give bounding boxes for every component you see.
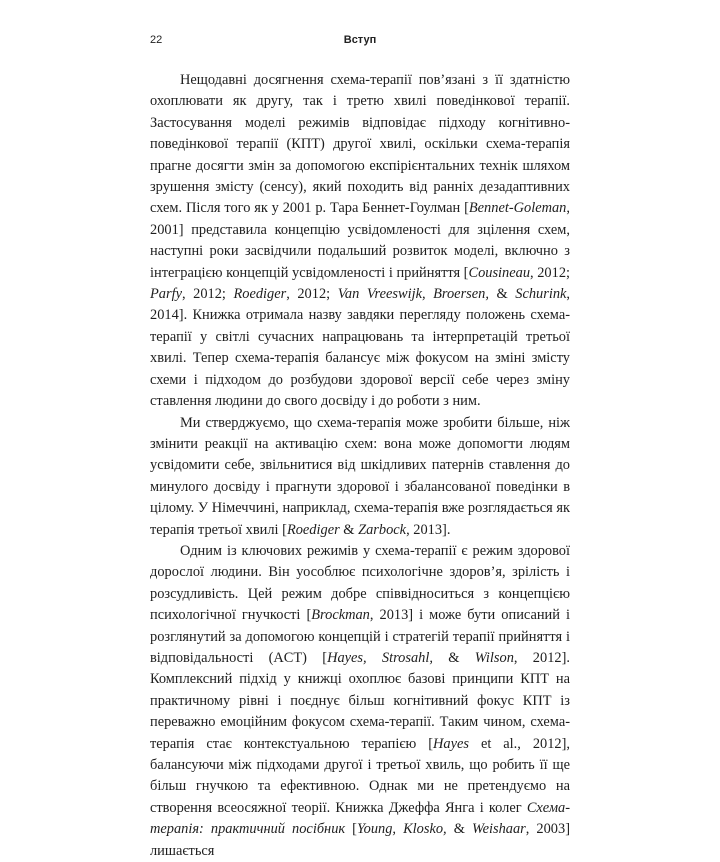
text-run: , 2003] лишається bbox=[150, 821, 570, 859]
citation-text: Brockman bbox=[311, 607, 370, 624]
paragraph-3 bbox=[150, 541, 570, 862]
running-title: Вступ bbox=[343, 34, 377, 46]
citation-text: Bennet-Goleman bbox=[468, 200, 567, 217]
citation-text: Wilson bbox=[474, 649, 514, 666]
text-run: & bbox=[453, 821, 472, 838]
citation-text: Roediger bbox=[233, 286, 287, 303]
page-number: 22 bbox=[150, 34, 163, 46]
citation-text: Weishaar bbox=[471, 821, 526, 838]
running-header bbox=[150, 34, 570, 50]
citation-text: Parfy bbox=[150, 286, 182, 303]
text-run: & bbox=[343, 521, 359, 538]
text-run: & bbox=[448, 649, 475, 666]
paragraph-2 bbox=[150, 413, 570, 541]
text-run: , 2001] представила концепцію усвідомленості для зцілення схем, наступні роки засвідчили подальший розвиток моделі, включно з інтеграцією концепцій усвідомленості і прийняття [ bbox=[150, 200, 570, 281]
citation-text: Схема-терапія: практичний посібник bbox=[150, 799, 570, 838]
text-run: , 2012; bbox=[286, 286, 338, 303]
citation-text: Zarbock bbox=[358, 521, 407, 538]
text-run: Ми стверджуємо, що схема-терапія може зробити більше, ніж змінити реакції на активацію схем: вона може допомогти людям усвідомити себе, звільнитися від шкідливих патернів ставлення до минулого досвіду і прагнути здорової і збалансованої поведінки в цілому. У Німеччині, наприклад, схема-терапія вже розглядається як терапія третьої хвилі [ bbox=[150, 414, 570, 538]
citation-text: Young, Klosko, bbox=[356, 821, 454, 838]
citation-text: Cousineau bbox=[468, 264, 531, 281]
text-run: [ bbox=[345, 821, 357, 838]
text-run: et al., 2012], балансуючи між підходами другої і третьої хвиль, що робить її ще більш гнучкою та ефективною. Однак ми не претендуємо на створення всеосяжної теорії. Книжка Джеффа Янга і колег bbox=[150, 735, 570, 816]
text-run: Нещодавні досягнення схема-терапії пов’язані з її здатністю охоплювати як другу, так і третю хвилі поведінкової терапії. Застосування моделі режимів відповідає підходу когнітивно-поведінкової терапії (КПТ) другої хвилі, оскільки схема-терапія прагне досягти змін за допомогою експірієнтальних технік шляхом зрушення змісту (сенсу), який походить від ранніх дезадаптивних схем. Після того як у 2001 р. Тара Беннет-Гоулман [ bbox=[150, 72, 570, 217]
text-run: , 2012; bbox=[181, 286, 234, 303]
citation-text: Hayes, Strosahl, bbox=[327, 649, 449, 666]
citation-text: Hayes bbox=[433, 735, 481, 752]
text-run: & bbox=[496, 286, 516, 303]
text-run: , 2013] і може бути описаний і розглянутий за допомогою концепцій і стратегій терапії прийняття і відповідальності (ACT) [ bbox=[150, 607, 570, 666]
text-run: , 2012; bbox=[530, 264, 571, 281]
citation-text: Schurink bbox=[515, 286, 567, 303]
citation-text: Roediger bbox=[286, 521, 344, 538]
text-run: , 2013]. bbox=[406, 521, 451, 538]
paragraph-1 bbox=[150, 70, 570, 413]
text-run: , 2012]. Комплексний підхід у книжці охоплює базові принципи КПТ на практичному рівні і поєднує більш когнітивний фокус КПТ із переважно емоційним фокусом схема-терапії. Таким чином, схема-терапія стає контекстуальною терапією [ bbox=[150, 649, 570, 752]
body-text bbox=[150, 70, 571, 859]
text-run: , 2014]. Книжка отримала назву завдяки перегляду положень схема-терапії у світлі сучасних напрацювань та інтерпретацій третьої хвилі. Тепер схема-терапія балансує між фокусом на зміні змісту схеми і підходом до розбудови здорової версії себе через зміну ставлення людини до свого досвіду і до роботи з ним. bbox=[150, 286, 571, 410]
citation-text: Van Vreeswijk, Broersen, bbox=[337, 286, 497, 303]
text-run: Одним із ключових режимів у схема-терапії є режим здорової дорослої людини. Він уособлює психологічне здоров’я, зрілість і розсудливість. Цей режим добре співвідноситься з концепцією психологічної гнучкості [ bbox=[150, 542, 570, 624]
